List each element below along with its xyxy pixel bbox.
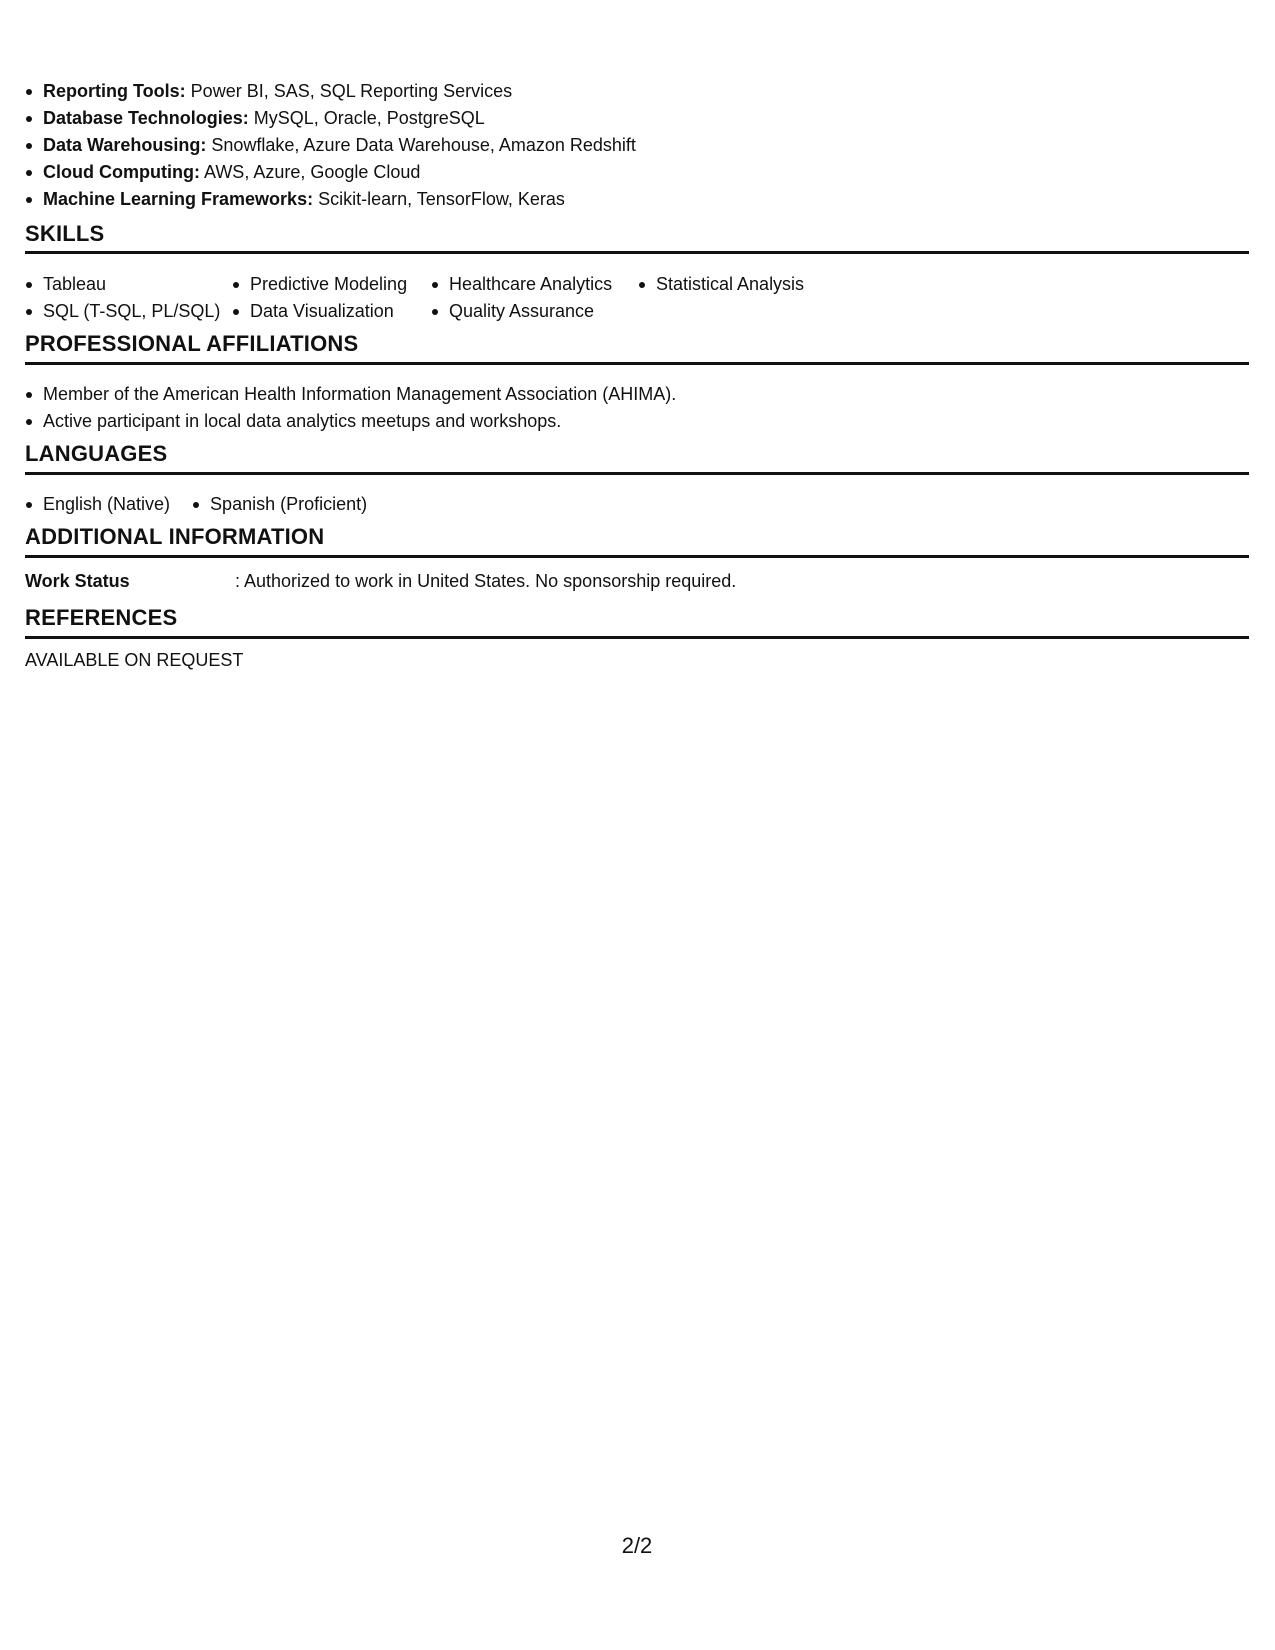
skills-column — [25, 271, 220, 325]
list-item: Member of the American Health Information Management Association (AHIMA). — [25, 381, 676, 408]
work-status-value: : Authorized to work in United States. No sponsorship required. — [235, 571, 737, 591]
skill-category-value: Snowflake, Azure Data Warehouse, Amazon Redshift — [211, 135, 636, 155]
list-item — [25, 105, 636, 132]
list-item: Spanish (Proficient) — [192, 491, 367, 518]
list-item: Predictive Modeling — [232, 271, 407, 298]
list-item: Quality Assurance — [431, 298, 612, 325]
skill-category-value: MySQL, Oracle, PostgreSQL — [253, 108, 485, 128]
skill-category-value: Power BI, SAS, SQL Reporting Services — [190, 81, 513, 101]
references-text: AVAILABLE ON REQUEST — [25, 650, 244, 670]
list-item — [25, 78, 636, 105]
affiliations-heading: PROFESSIONAL AFFILIATIONS — [25, 331, 359, 356]
skill-category-label: Reporting Tools: — [43, 81, 186, 101]
list-item: SQL (T-SQL, PL/SQL) — [25, 298, 220, 325]
skills-column — [431, 271, 612, 325]
resume-page — [25, 0, 1249, 1650]
list-item: Active participant in local data analytics meetups and workshops. — [25, 408, 676, 435]
skill-category-value: Scikit-learn, TensorFlow, Keras — [318, 189, 565, 209]
additional-info-heading: ADDITIONAL INFORMATION — [25, 524, 325, 549]
languages-list — [25, 491, 367, 518]
skill-category-label: Machine Learning Frameworks: — [43, 189, 314, 209]
list-item: Healthcare Analytics — [431, 271, 612, 298]
skills-column — [232, 271, 407, 325]
list-item: English (Native) — [25, 491, 170, 518]
skills-heading: SKILLS — [25, 221, 105, 246]
skill-category-label: Database Technologies: — [43, 108, 249, 128]
skill-category-label: Cloud Computing: — [43, 162, 200, 182]
page-number: 2/2 — [621, 1533, 653, 1558]
section-divider — [25, 251, 1249, 254]
list-item: Statistical Analysis — [638, 271, 804, 298]
list-item — [25, 186, 636, 213]
skill-category-value: AWS, Azure, Google Cloud — [203, 162, 421, 182]
list-item: Tableau — [25, 271, 220, 298]
references-heading: REFERENCES — [25, 605, 178, 630]
list-item — [25, 132, 636, 159]
section-divider — [25, 362, 1249, 365]
list-item — [25, 159, 636, 186]
technical-skills-list — [25, 78, 636, 213]
skill-category-label: Data Warehousing: — [43, 135, 207, 155]
skills-column — [638, 271, 804, 298]
section-divider — [25, 472, 1249, 475]
list-item: Data Visualization — [232, 298, 407, 325]
languages-heading: LANGUAGES — [25, 441, 168, 466]
affiliations-list — [25, 381, 676, 435]
section-divider — [25, 555, 1249, 558]
section-divider — [25, 636, 1249, 639]
work-status-label: Work Status — [25, 571, 130, 591]
languages-row — [25, 491, 367, 518]
